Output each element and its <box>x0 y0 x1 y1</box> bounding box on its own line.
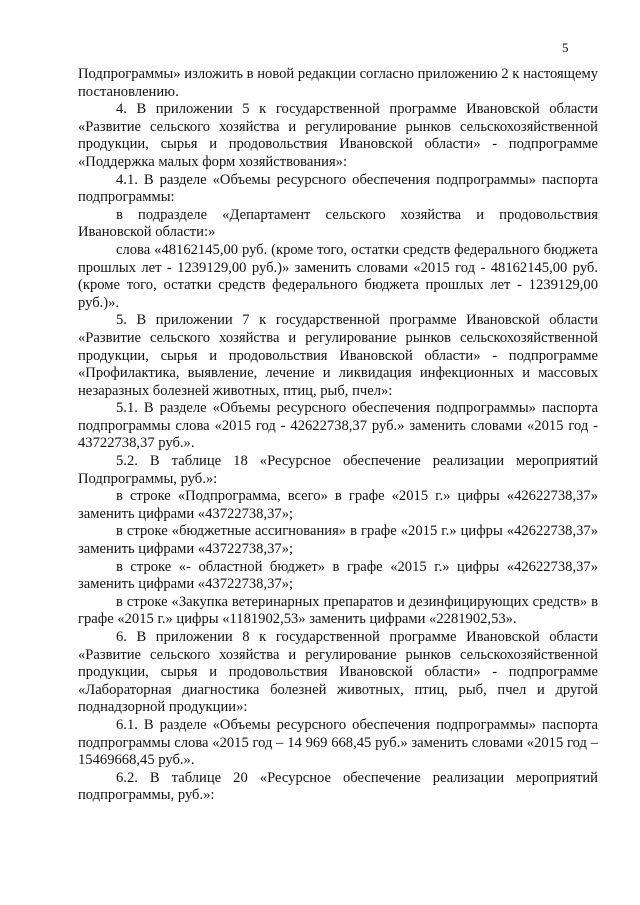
paragraph-item-6-1: 6.1. В разделе «Объемы ресурсного обеспечения подпрограммы» паспорта подпрограммы слова «2015 год – 14 969 668,45 руб.» заменить словами «2015 год – 15469668,45 руб.». <box>78 716 598 769</box>
paragraph-item-4: 4. В приложении 5 к государственной программе Ивановской области «Развитие сельского хозяйства и регулирование рынков сельскохозяйственной продукции, сырья и продовольствия Ивановской области» - подпрограмме «Поддержка малых форм хозяйствования»: <box>78 101 598 170</box>
paragraph-subsection: в подразделе «Департамент сельского хозяйства и продовольствия Ивановской области:» <box>78 206 598 241</box>
paragraph-item-6: 6. В приложении 8 к государственной программе Ивановской области «Развитие сельского хозяйства и регулирование рынков сельскохозяйственной продукции, сырья и продовольствия Ивановской области» - подпрограмме «Лабораторная диагностика болезней животных, птиц, рыб, пчел и другой поднадзорной продукции»: <box>78 629 598 716</box>
paragraph-row-subprogram-total: в строке «Подпрограмма, всего» в графе «2015 г.» цифры «42622738,37» заменить цифрами «43722738,37»; <box>78 488 598 522</box>
paragraph-item-5-1: 5.1. В разделе «Объемы ресурсного обеспечения подпрограммы» паспорта подпрограммы слова «2015 год - 42622738,37 руб.» заменить словами «2015 год - 43722738,37 руб.». <box>78 400 598 452</box>
paragraph-item-4-1: 4.1. В разделе «Объемы ресурсного обеспечения подпрограммы» паспорта подпрограммы: <box>78 171 598 206</box>
paragraph-continuation: Подпрограммы» изложить в новой редакции согласно приложению 2 к настоящему постановлению. <box>78 66 598 100</box>
document-body <box>78 66 598 805</box>
paragraph-row-budget-allocations: в строке «бюджетные ассигнования» в графе «2015 г.» цифры «42622738,37» заменить цифрами «43722738,37»; <box>78 523 598 558</box>
paragraph-words-replace: слова «48162145,00 руб. (кроме того, остатки средств федерального бюджета прошлых лет - 1239129,00 руб.)» заменить словами «2015 год - 48162145,00 руб. (кроме того, остатки средств федерального бюджета прошлых лет - 1239129,00 руб.)». <box>78 241 598 311</box>
paragraph-item-5-2: 5.2. В таблице 18 «Ресурсное обеспечение реализации мероприятий Подпрограммы, руб.»: <box>78 453 598 487</box>
page-number: 5 <box>562 40 569 55</box>
paragraph-row-vet-supplies: в строке «Закупка ветеринарных препаратов и дезинфицирующих средств» в графе «2015 г.» цифры «1181902,53» заменить цифрами «2281902,53». <box>78 593 598 628</box>
paragraph-item-6-2: 6.2. В таблице 20 «Ресурсное обеспечение реализации мероприятий подпрограммы, руб.»: <box>78 769 598 804</box>
paragraph-row-regional-budget: в строке «- областной бюджет» в графе «2015 г.» цифры «42622738,37» заменить цифрами «43722738,37»; <box>78 558 598 593</box>
paragraph-item-5: 5. В приложении 7 к государственной программе Ивановской области «Развитие сельского хозяйства и регулирование рынков сельскохозяйственной продукции, сырья и продовольствия Ивановской области» - подпрограмме «Профилактика, выявление, лечение и ликвидация инфекционных и массовых незаразных болезней животных, птиц, рыб, пчел»: <box>78 312 598 399</box>
